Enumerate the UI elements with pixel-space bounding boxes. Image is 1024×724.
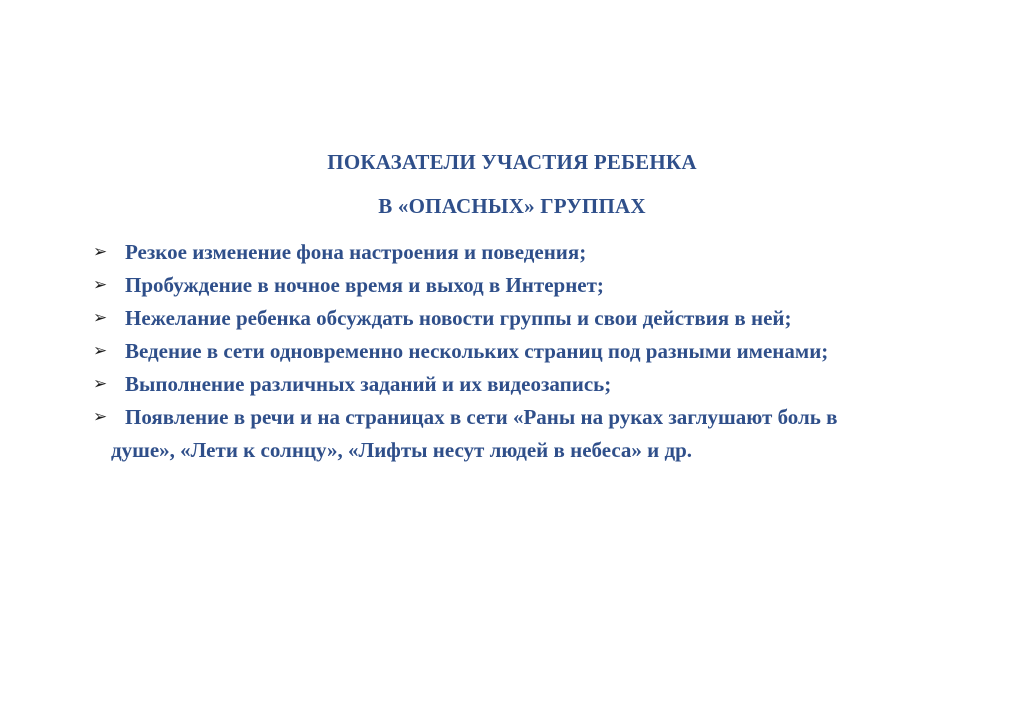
list-item-text: Выполнение различных заданий и их видеозапись; — [125, 372, 612, 396]
arrow-bullet-icon: ➢ — [93, 242, 108, 262]
list-item-text: Ведение в сети одновременно нескольких страниц под разными именами; — [125, 339, 829, 363]
list-item-text: Нежелание ребенка обсуждать новости группы и свои действия в ней; — [125, 306, 792, 330]
list-item — [93, 401, 973, 467]
arrow-bullet-icon: ➢ — [93, 407, 108, 427]
list-item-text-line-2: душе», «Лети к солнцу», «Лифты несут людей в небеса» и др. — [111, 438, 693, 462]
indicator-list — [93, 236, 973, 467]
list-item — [93, 236, 973, 269]
title-line-1: ПОКАЗАТЕЛИ УЧАСТИЯ РЕБЕНКА — [327, 150, 697, 174]
list-item — [93, 269, 973, 302]
list-item — [93, 335, 973, 368]
list-item — [93, 302, 973, 335]
list-item — [93, 368, 973, 401]
arrow-bullet-icon: ➢ — [93, 308, 108, 328]
arrow-bullet-icon: ➢ — [93, 275, 108, 295]
arrow-bullet-icon: ➢ — [93, 374, 108, 394]
title-line-2: В «ОПАСНЫХ» ГРУППАХ — [378, 194, 646, 218]
arrow-bullet-icon: ➢ — [93, 341, 108, 361]
list-item-text: Пробуждение в ночное время и выход в Интернет; — [125, 273, 604, 297]
list-item-text: Резкое изменение фона настроения и поведения; — [125, 240, 587, 264]
list-item-text-line-1: Появление в речи и на страницах в сети «Раны на руках заглушают боль в — [125, 405, 838, 429]
